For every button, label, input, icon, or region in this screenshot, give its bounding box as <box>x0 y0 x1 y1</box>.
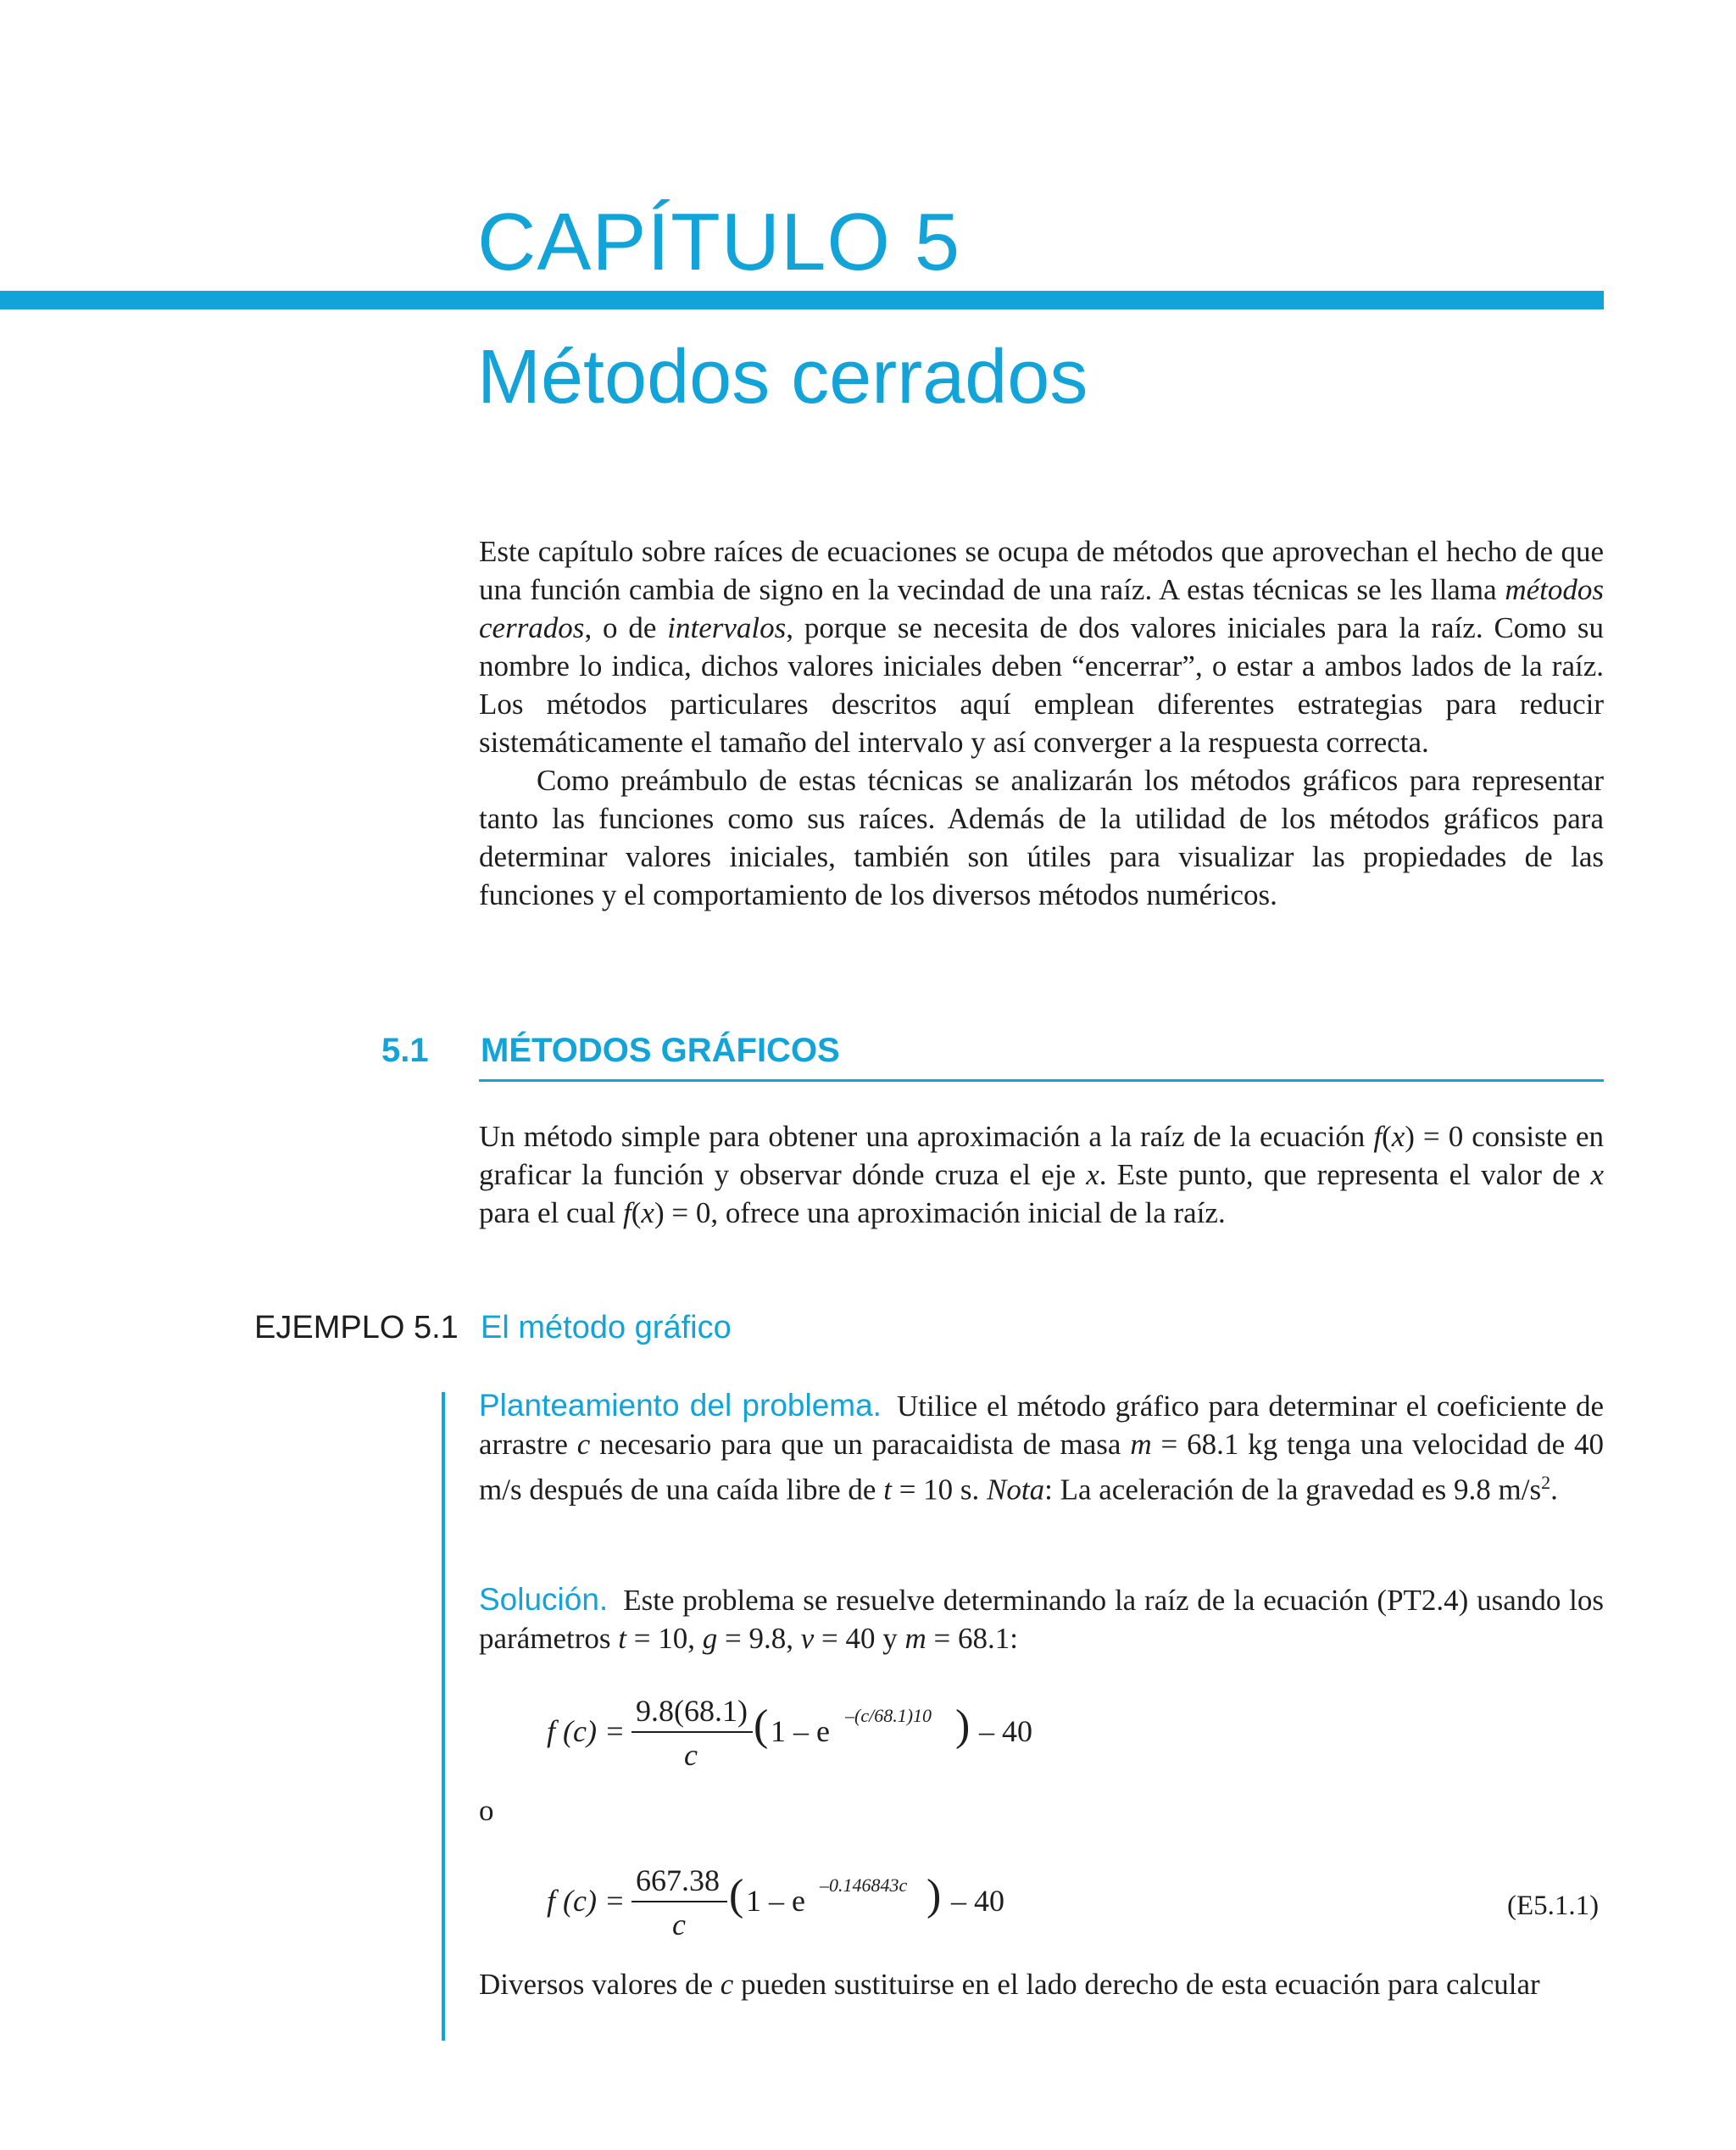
eq2-numerator: 667.38 <box>636 1863 720 1897</box>
intro-paragraph-1: Este capítulo sobre raíces de ecuaciones se ocupa de métodos que aprovechan el hecho de que una función cambia de signo en la vecindad de una raíz. A estas técnicas se les llama métodos cerrados, o de intervalos, porque se necesita de dos valores iniciales para la raíz. Como su nombre lo indica, dichos valores iniciales deben “encerrar”, o estar a ambos lados de la raíz. Los métodos particulares descritos aquí emplean diferentes estrategias para reducir sistemáticamente el tamaño del intervalo y así converger a la respuesta correcta. <box>479 535 1604 759</box>
example-bar <box>442 1392 445 2041</box>
solution-paragraph: Solución. Este problema se resuelve determinando la raíz de la ecuación (PT2.4) usando los parámetros t = 10, g = 9.8, v = 40 y m = 68.1: <box>479 1582 1604 1655</box>
eq1-close-paren: ) <box>955 1702 971 1750</box>
section-text <box>479 1117 1604 1232</box>
example-title: El método gráfico <box>481 1310 732 1345</box>
eq2-exponent: –0.146843c <box>820 1874 908 1896</box>
chapter-rule <box>0 291 1604 309</box>
section-rule <box>479 1079 1604 1082</box>
eq1-exponent: –(c/68.1)10 <box>845 1705 932 1726</box>
eq1-numerator: 9.8(68.1) <box>636 1694 748 1728</box>
section-paragraph: Un método simple para obtener una aproximación a la raíz de la ecuación f(x) = 0 consiste en graficar la función y observar dónde cruza el eje x. Este punto, que representa el valor de x para el cual f(x) = 0, ofrece una aproximación inicial de la raíz. <box>479 1120 1605 1229</box>
chapter-label: CAPÍTULO 5 <box>477 197 961 287</box>
eq2-lhs: f (c) = <box>547 1884 626 1918</box>
eq2-tail: – 40 <box>951 1884 1004 1918</box>
eq1-body: 1 – e <box>771 1714 830 1748</box>
chapter-title: Métodos cerrados <box>477 335 1088 420</box>
intro-text <box>479 532 1604 914</box>
problem-lead: Planteamiento del problema. <box>479 1388 882 1423</box>
solution-lead: Solución. <box>479 1582 609 1617</box>
eq2-fraction-bar <box>632 1901 727 1902</box>
eq2-body: 1 – e <box>746 1884 805 1918</box>
example-label: EJEMPLO 5.1 <box>254 1310 459 1345</box>
eq2-close-paren: ) <box>926 1871 942 1919</box>
eq1-denominator: c <box>684 1738 698 1772</box>
eq2-denominator: c <box>672 1908 686 1941</box>
equation-number: (E5.1.1) <box>1507 1891 1600 1921</box>
eq1-open-paren: ( <box>754 1702 769 1750</box>
closing-paragraph: Diversos valores de c pueden sustituirse en el lado derecho de esta ecuación para calcular <box>479 1968 1540 2001</box>
solution-text <box>479 1580 1604 1657</box>
eq1-lhs: f (c) = <box>547 1714 626 1748</box>
eq2-open-paren: ( <box>729 1871 744 1919</box>
problem-paragraph: Planteamiento del problema. Utilice el método gráfico para determinar el coeficiente de arrastre c necesario para que un paracaidista de masa m = 68.1 kg tenga una velocidad de 40 m/s después de una caída libre de t = 10 s. Nota: La aceleración de la gravedad es 9.8 $m/s^2$. <box>479 1388 1604 1507</box>
section-title: MÉTODOS GRÁFICOS <box>481 1032 840 1069</box>
closing-text <box>479 1965 1604 2003</box>
section-number: 5.1 <box>381 1032 429 1069</box>
or-text: o <box>479 1794 494 1827</box>
eq1-fraction-bar <box>632 1731 753 1733</box>
problem-text <box>479 1386 1604 1509</box>
intro-paragraph-2: Como preámbulo de estas técnicas se analizarán los métodos gráficos para representar tanto las funciones como sus raíces. Además de la utilidad de los métodos gráficos para determinar valores iniciales, también son útiles para visualizar las propiedades de las funciones y el comportamiento de los diversos métodos numéricos. <box>479 764 1604 911</box>
eq1-tail: – 40 <box>979 1714 1032 1748</box>
